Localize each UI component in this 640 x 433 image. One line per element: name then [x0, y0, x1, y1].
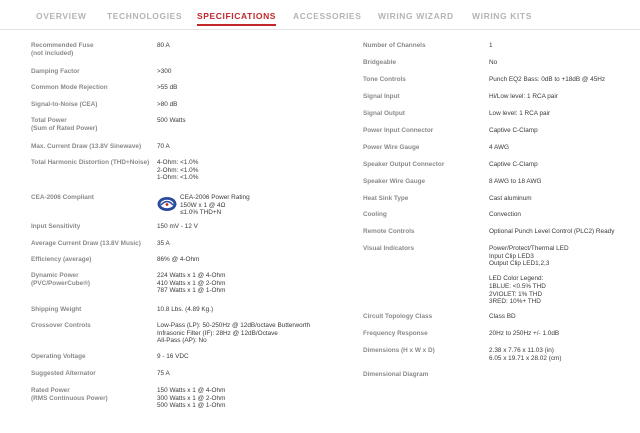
spec-label: Dimensional Diagram: [363, 371, 429, 378]
spec-value: 1BLUE: <0.5% THD: [489, 283, 546, 290]
spec-value: Power/Protect/Thermal LED: [489, 245, 569, 252]
spec-value: Low level: 1 RCA pair: [489, 110, 551, 117]
spec-label: Cooling: [363, 211, 387, 218]
spec-value: 86% @ 4-Ohm: [157, 256, 200, 263]
spec-label: Recommended Fuse: [31, 42, 94, 49]
spec-value: Infrasonic Filter (IF): 28Hz @ 12dB/Octave: [157, 329, 278, 337]
spec-value: 500 Watts: [157, 117, 186, 124]
spec-label: Circuit Topology Class: [363, 313, 433, 320]
spec-value: 787 Watts x 1 @ 1-Ohm: [157, 287, 226, 295]
spec-value: Punch EQ2 Bass: 0dB to +18dB @ 45Hz: [489, 76, 606, 83]
spec-value: 35 A: [157, 240, 170, 247]
spec-label: Suggested Alternator: [31, 370, 96, 377]
spec-label: Signal Output: [363, 110, 405, 117]
spec-value: Output Clip LED1,2,3: [489, 260, 550, 268]
spec-value: 150 Watts x 1 @ 4-Ohm: [157, 387, 226, 394]
spec-value: 75 A: [157, 370, 170, 377]
spec-value: 410 Watts x 1 @ 2-Ohm: [157, 279, 226, 287]
tab-specifications[interactable]: SPECIFICATIONS: [197, 11, 277, 21]
spec-value: Low-Pass (LP): 50-250Hz @ 12dB/octave Butterworth: [157, 322, 311, 329]
spec-label: Total Harmonic Distortion (THD+Noise): [31, 159, 150, 166]
spec-label: Signal-to-Noise (CEA): [31, 101, 98, 108]
spec-label: Dimensions (H x W x D): [363, 347, 435, 354]
cea-2006-rating: [180, 194, 250, 217]
spec-label: Heat Sink Type: [363, 195, 409, 202]
tab-wiring-wizard[interactable]: WIRING WIZARD: [378, 11, 454, 21]
cea-line: 150W x 1 @ 4Ω: [180, 201, 226, 209]
spec-value: No: [489, 59, 498, 66]
spec-label: Dynamic Power: [31, 272, 79, 279]
spec-value: 2.38 x 7.76 x 11.03 (in): [489, 347, 554, 354]
spec-label: Speaker Output Connector: [363, 161, 445, 168]
spec-value: Optional Punch Level Control (PLC2) Ready: [489, 228, 615, 235]
spec-value: 300 Watts x 1 @ 2-Ohm: [157, 394, 226, 402]
spec-value: 4 AWG: [489, 144, 510, 151]
cea-line: CEA-2006 Power Rating: [180, 194, 250, 201]
spec-label: CEA-2006 Compliant: [31, 194, 94, 201]
spec-value: Cast aluminum: [489, 195, 532, 202]
spec-value: 80 A: [157, 42, 170, 49]
tab-accessories[interactable]: ACCESSORIES: [293, 11, 362, 21]
spec-label: Power Input Connector: [363, 127, 434, 134]
spec-value: 224 Watts x 1 @ 4-Ohm: [157, 272, 226, 279]
spec-label: Bridgeable: [363, 59, 397, 66]
tab-bar: [0, 0, 640, 30]
spec-label: (PVC/PowerCube®): [31, 279, 91, 287]
tab-technologies[interactable]: TECHNOLOGIES: [107, 11, 183, 21]
spec-label: Max. Current Draw (13.8V Sinewave): [31, 143, 142, 150]
spec-value: 2VIOLET: 1% THD: [489, 290, 543, 298]
spec-label: Remote Controls: [363, 228, 415, 235]
spec-label: Visual Indicators: [363, 245, 415, 252]
spec-label: Signal Input: [363, 93, 400, 100]
spec-value: >55 dB: [157, 84, 178, 91]
tab-overview[interactable]: OVERVIEW: [36, 11, 87, 21]
spec-value: Captive C-Clamp: [489, 161, 538, 168]
spec-label: Average Current Draw (13.8V Music): [31, 240, 141, 247]
spec-value: Hi/Low level: 1 RCA pair: [489, 93, 558, 100]
spec-value: 70 A: [157, 143, 170, 150]
spec-label: Frequency Response: [363, 330, 428, 337]
spec-label: Rated Power: [31, 387, 70, 394]
spec-label: (not included): [31, 49, 74, 57]
spec-label: Input Sensitivity: [31, 223, 81, 230]
spec-value: 8 AWG to 18 AWG: [489, 178, 542, 185]
spec-label: Tone Controls: [363, 76, 406, 83]
spec-value: LED Color Legend:: [489, 275, 544, 283]
spec-value: 10.8 Lbs. (4.89 Kg.): [157, 306, 214, 313]
spec-label: Efficiency (average): [31, 256, 92, 263]
spec-label: Power Wire Gauge: [363, 144, 420, 151]
spec-value: 4-Ohm: <1.0%: [157, 159, 199, 166]
spec-value: 9 - 16 VDC: [157, 353, 189, 360]
spec-value: Convection: [489, 211, 521, 218]
spec-value: 150 mV - 12 V: [157, 223, 198, 230]
spec-label: Damping Factor: [31, 68, 80, 75]
spec-label: (RMS Continuous Power): [31, 394, 108, 402]
spec-label: Crossover Controls: [31, 322, 91, 329]
spec-value: >300: [157, 68, 172, 75]
spec-value: 6.05 x 19.71 x 28.02 (cm): [489, 354, 562, 362]
cea-2006-badge-icon: [157, 196, 177, 212]
spec-value: >80 dB: [157, 101, 178, 108]
spec-label: Operating Voltage: [31, 353, 86, 360]
spec-value: 1-Ohm: <1.0%: [157, 174, 199, 182]
spec-value: 500 Watts x 1 @ 1-Ohm: [157, 402, 226, 410]
spec-label: Shipping Weight: [31, 306, 82, 313]
spec-value: 20Hz to 250Hz +/- 1.0dB: [489, 330, 560, 337]
spec-label: Common Mode Rejection: [31, 84, 108, 91]
spec-label: Number of Channels: [363, 42, 426, 49]
spec-value: 3RED: 10%+ THD: [489, 298, 541, 306]
spec-label: Speaker Wire Gauge: [363, 178, 426, 185]
spec-value: 2-Ohm: <1.0%: [157, 166, 199, 174]
tab-wiring-kits[interactable]: WIRING KITS: [472, 11, 532, 21]
spec-value: 1: [489, 42, 493, 49]
spec-label: Total Power: [31, 117, 67, 124]
cea-line: ≤1.0% THD+N: [180, 209, 222, 217]
spec-value: Class BD: [489, 313, 516, 320]
spec-value: Captive C-Clamp: [489, 127, 538, 134]
spec-value: All-Pass (AP): No: [157, 337, 207, 345]
spec-label: (Sum of Rated Power): [31, 124, 98, 132]
spec-value: Input Clip LED3: [489, 252, 534, 260]
